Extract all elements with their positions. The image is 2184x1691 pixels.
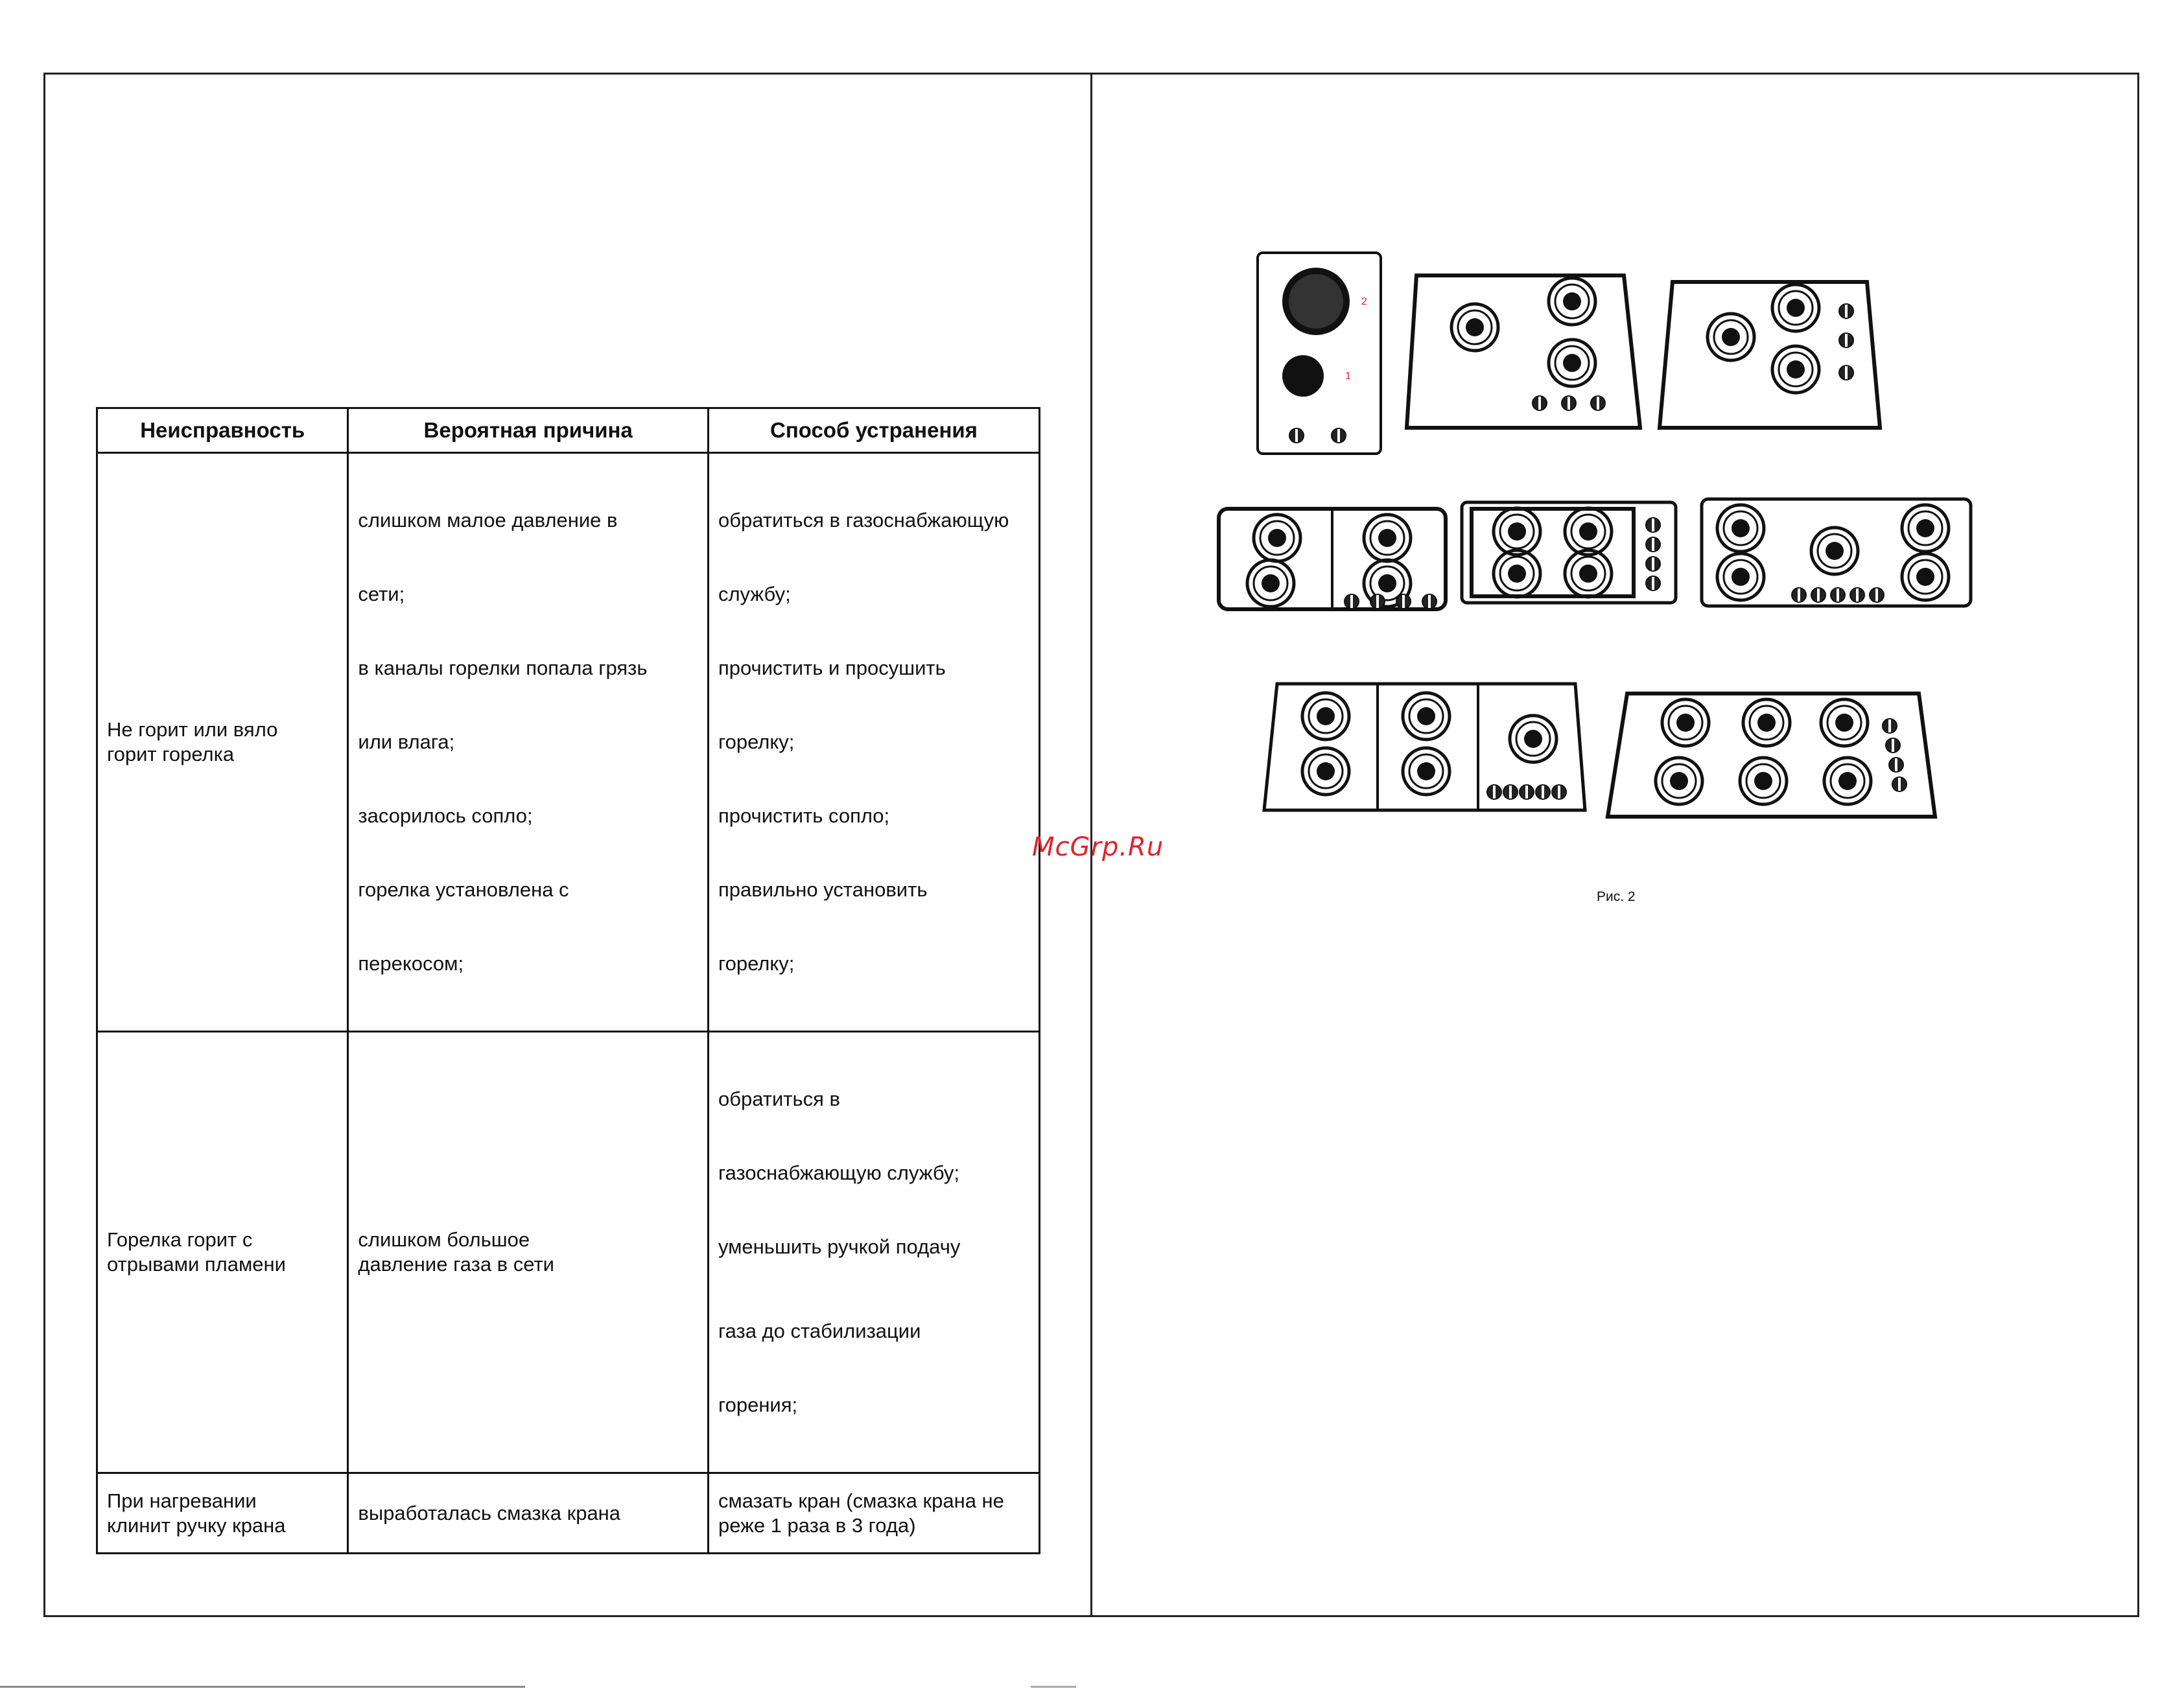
- watermark: McGrp.Ru: [1032, 832, 1164, 862]
- cause-cell: слишком большое давление газа в сети: [348, 1032, 709, 1473]
- table-row: [97, 1473, 1040, 1554]
- hob-four-burner-b: [1462, 502, 1676, 603]
- fault-cell: При нагревании клинит ручку крана: [97, 1473, 348, 1554]
- hob-three-burner-side-knobs: [1660, 282, 1880, 428]
- hob-five-burner-wok: [1264, 684, 1585, 810]
- bottom-edge-marks: [0, 1684, 2184, 1689]
- remedy-cell: обратиться в газоснабжающую службу; прочистить и просушить горелку; прочистить сопло; правильно установить горелку;: [708, 453, 1039, 1032]
- fault-cell: Горелка горит с отрывами пламени: [97, 1032, 348, 1473]
- header-remedy: Способ устранения: [708, 408, 1039, 453]
- hob-illustrations: [1193, 246, 2023, 869]
- table-row: [97, 1032, 1040, 1473]
- remedy-cell: смазать кран (смазка крана не реже 1 раза в 3 года): [708, 1473, 1039, 1554]
- header-cause: Вероятная причина: [348, 408, 709, 453]
- cause-cell: слишком малое давление в сети; в каналы горелки попала грязь или влага; засорилось сопло; горелка установлена с перекосом;: [348, 453, 709, 1032]
- table-row: [97, 453, 1040, 1032]
- hob-three-burner: [1407, 275, 1640, 428]
- troubleshooting-table: [96, 407, 1040, 1554]
- hob-six-burner: [1608, 694, 1935, 817]
- table-header-row: [97, 408, 1040, 453]
- svg-text:1: 1: [1345, 371, 1351, 382]
- header-fault: Неисправность: [97, 408, 348, 453]
- hob-domino: [1258, 253, 1381, 454]
- remedy-cell: обратиться в газоснабжающую службу; уменьшить ручкой подачу газа до стабилизации горения;: [708, 1032, 1039, 1473]
- svg-text:2: 2: [1361, 296, 1367, 307]
- hob-four-burner-a: [1219, 509, 1446, 609]
- figure-caption: Рис. 2: [1597, 889, 1636, 904]
- fault-cell: Не горит или вяло горит горелка: [97, 453, 348, 1032]
- hob-five-burner: [1702, 499, 1971, 606]
- cause-cell: выработалась смазка крана: [348, 1473, 709, 1554]
